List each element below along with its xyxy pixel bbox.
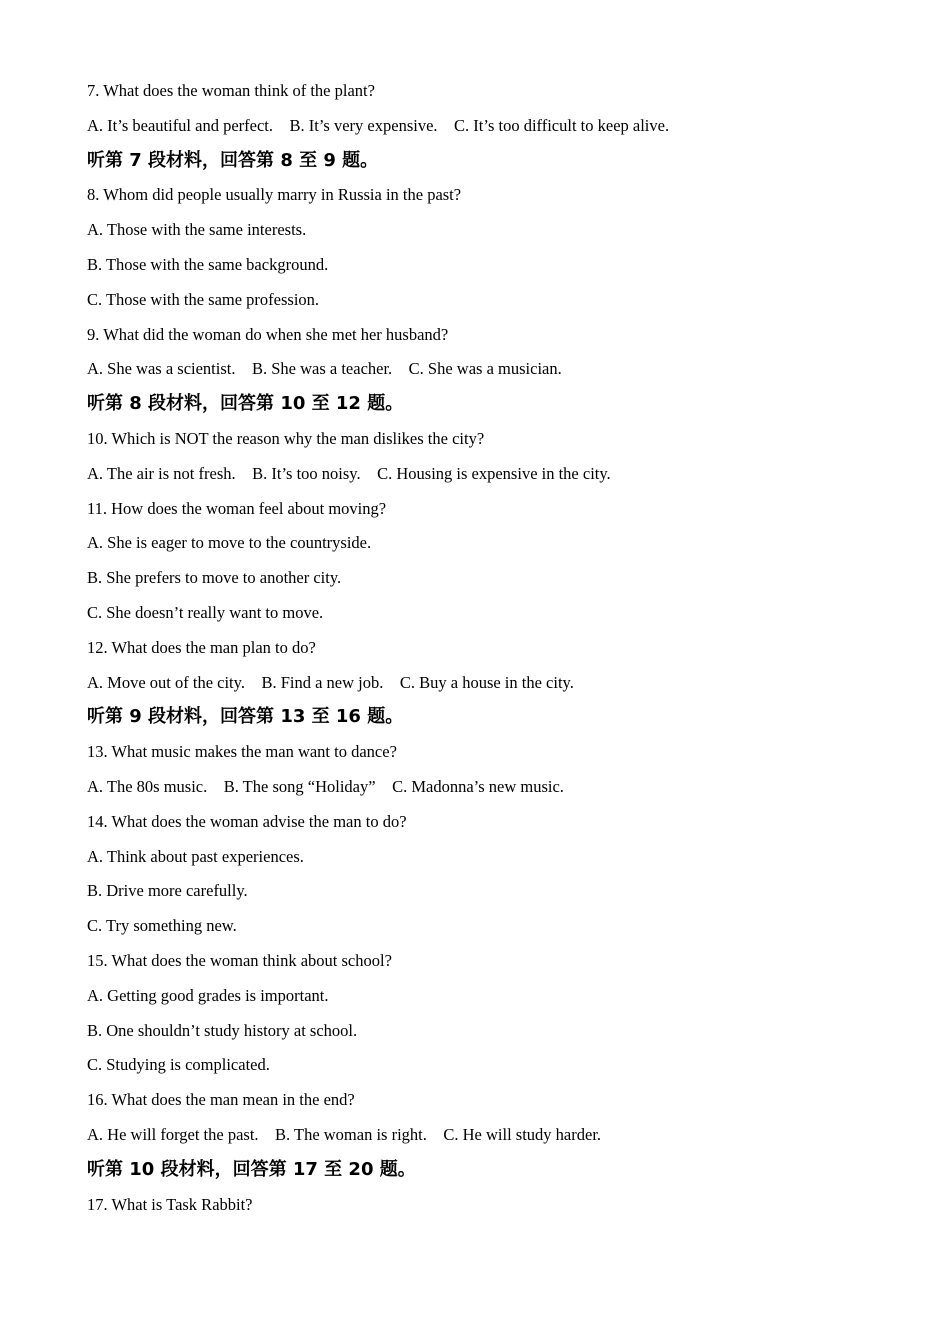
option-15a: A. Getting good grades is important. (87, 985, 329, 1005)
option-8a: A. Those with the same interests. (87, 220, 307, 240)
option-15c: C. Studying is complicated. (87, 1055, 270, 1075)
option-8b: B. Those with the same background. (87, 254, 329, 274)
options-12: A. Move out of the city. B. Find a new job. C. Buy a house in the city. (87, 672, 574, 692)
options-10: A. The air is not fresh. B. It’s too noisy. C. Housing is expensive in the city. (87, 463, 611, 483)
section-heading-10: 听第 10 段材料，回答第 17 至 20 题。 (87, 1158, 416, 1180)
option-8c: C. Those with the same profession. (87, 289, 320, 309)
question-14: 14. What does the woman advise the man to do? (87, 811, 407, 831)
option-11c: C. She doesn’t really want to move. (87, 602, 324, 622)
question-17: 17. What is Task Rabbit? (87, 1194, 253, 1214)
question-16: 16. What does the man mean in the end? (87, 1090, 355, 1110)
option-11b: B. She prefers to move to another city. (87, 568, 342, 588)
question-11: 11. How does the woman feel about moving? (87, 498, 387, 518)
document-body (87, 77, 887, 1225)
section-heading-7: 听第 7 段材料，回答第 8 至 9 题。 (87, 149, 379, 171)
options-13: A. The 80s music. B. The song “Holiday” C. Madonna’s new music. (87, 776, 564, 796)
option-14a: A. Think about past experiences. (87, 846, 304, 866)
options-7: A. It’s beautiful and perfect. B. It’s very expensive. C. It’s too difficult to keep alive. (87, 115, 670, 135)
option-14b: B. Drive more carefully. (87, 881, 248, 901)
question-15: 15. What does the woman think about school? (87, 950, 392, 970)
question-10: 10. Which is NOT the reason why the man dislikes the city? (87, 428, 485, 448)
question-8: 8. Whom did people usually marry in Russia in the past? (87, 185, 462, 205)
section-heading-9: 听第 9 段材料，回答第 13 至 16 题。 (87, 706, 404, 728)
section-heading-8: 听第 8 段材料，回答第 10 至 12 题。 (87, 393, 404, 415)
question-7: 7. What does the woman think of the plant? (87, 81, 375, 100)
options-9: A. She was a scientist. B. She was a teacher. C. She was a musician. (87, 359, 562, 379)
question-9: 9. What did the woman do when she met her husband? (87, 324, 449, 344)
option-11a: A. She is eager to move to the countryside. (87, 533, 372, 553)
options-16: A. He will forget the past. B. The woman is right. C. He will study harder. (87, 1124, 602, 1144)
option-14c: C. Try something new. (87, 916, 237, 936)
question-12: 12. What does the man plan to do? (87, 637, 316, 657)
option-15b: B. One shouldn’t study history at school. (87, 1020, 358, 1040)
question-13: 13. What music makes the man want to dance? (87, 742, 397, 762)
